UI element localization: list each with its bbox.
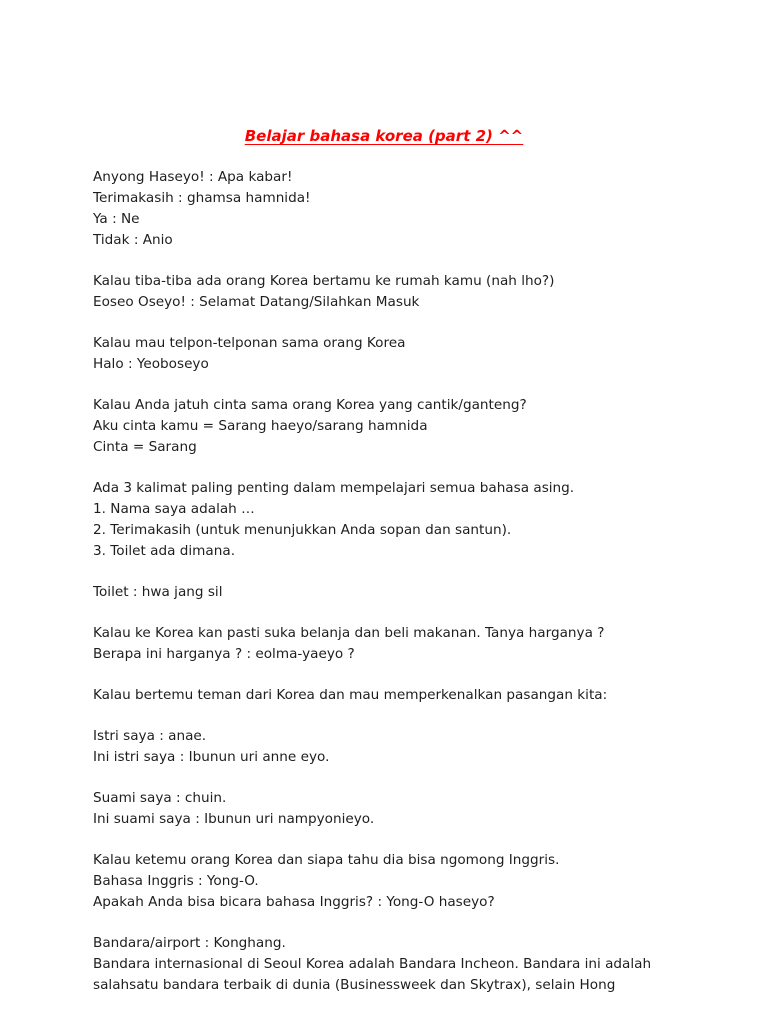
text-line: Terimakasih : ghamsa hamnida! — [93, 190, 311, 206]
text-line: Kalau ke Korea kan pasti suka belanja dan beli makanan. Tanya harganya ? — [93, 625, 605, 641]
paragraph — [93, 582, 713, 603]
document-body — [93, 167, 713, 1016]
text-line: Bahasa Inggris : Yong-O. — [93, 873, 259, 889]
document-title — [0, 126, 768, 146]
text-line: Kalau mau telpon-telponan sama orang Korea — [93, 335, 406, 351]
paragraph — [93, 623, 713, 665]
text-line: Ini suami saya : Ibunun uri nampyonieyo. — [93, 811, 375, 827]
paragraph — [93, 333, 713, 375]
paragraph — [93, 726, 713, 768]
text-line: Cinta = Sarang — [93, 439, 197, 455]
text-line: 3. Toilet ada dimana. — [93, 543, 236, 559]
text-line: Tidak : Anio — [93, 232, 173, 248]
text-line: Ini istri saya : Ibunun uri anne eyo. — [93, 749, 330, 765]
paragraph — [93, 788, 713, 830]
text-line: 1. Nama saya adalah … — [93, 501, 255, 517]
text-line: Kalau tiba-tiba ada orang Korea bertamu ke rumah kamu (nah lho?) — [93, 273, 555, 289]
text-line: Eoseo Oseyo! : Selamat Datang/Silahkan Masuk — [93, 294, 420, 310]
text-line: Halo : Yeoboseyo — [93, 356, 209, 372]
text-line: Kalau bertemu teman dari Korea dan mau memperkenalkan pasangan kita: — [93, 687, 608, 703]
text-line: Ya : Ne — [93, 211, 140, 227]
text-line: Kalau ketemu orang Korea dan siapa tahu dia bisa ngomong Inggris. — [93, 852, 560, 868]
paragraph — [93, 271, 713, 313]
text-line: Istri saya : anae. — [93, 728, 207, 744]
text-line: Ada 3 kalimat paling penting dalam mempelajari semua bahasa asing. — [93, 480, 575, 496]
paragraph — [93, 933, 713, 996]
paragraph — [93, 395, 713, 458]
text-line: Berapa ini harganya ? : eolma-yaeyo ? — [93, 646, 355, 662]
text-line: Bandara/airport : Konghang. — [93, 935, 286, 951]
text-line: Aku cinta kamu = Sarang haeyo/sarang hamnida — [93, 418, 428, 434]
text-line: salahsatu bandara terbaik di dunia (Businessweek dan Skytrax), selain Hong — [93, 977, 616, 993]
paragraph — [93, 478, 713, 562]
text-line: Apakah Anda bisa bicara bahasa Inggris? : Yong-O haseyo? — [93, 894, 495, 910]
paragraph — [93, 685, 713, 706]
paragraph — [93, 850, 713, 913]
text-line: Anyong Haseyo! : Apa kabar! — [93, 169, 293, 185]
text-line: Toilet : hwa jang sil — [93, 584, 223, 600]
text-line: Suami saya : chuin. — [93, 790, 227, 806]
document-title-text: Belajar bahasa korea (part 2) ^^ — [244, 127, 524, 145]
text-line: Kalau Anda jatuh cinta sama orang Korea yang cantik/ganteng? — [93, 397, 527, 413]
text-line: Bandara internasional di Seoul Korea adalah Bandara Incheon. Bandara ini adalah — [93, 956, 652, 972]
text-line: 2. Terimakasih (untuk menunjukkan Anda sopan dan santun). — [93, 522, 512, 538]
paragraph — [93, 167, 713, 251]
